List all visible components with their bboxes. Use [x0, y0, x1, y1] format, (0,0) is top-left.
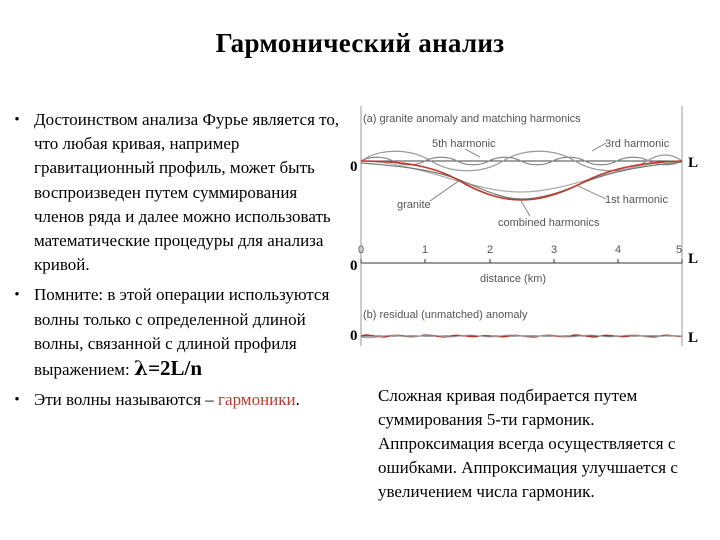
- bullet-item-wavelength: [0, 283, 345, 382]
- bullet-list: [0, 108, 345, 418]
- bullet-text: Помните: в этой операции используются волны только с определенной длиной волны, связанной с длиной профиля выражением:: [34, 285, 330, 380]
- panel-b-zero: 0: [350, 328, 358, 344]
- tick-label: 0: [358, 244, 365, 256]
- axis-ticks: [358, 244, 682, 263]
- tick-label: 5: [676, 244, 683, 256]
- bullet-item-fourier: [0, 108, 345, 277]
- axis-L: L: [688, 251, 699, 267]
- bullet-item-harmonics: [0, 388, 345, 412]
- bullet-marker: •: [14, 392, 20, 409]
- panel-b-label: (b) residual (unmatched) anomaly: [363, 309, 528, 321]
- harmonics-term: гармоники: [218, 390, 296, 410]
- tick-label: 3: [551, 244, 558, 256]
- axis-zero: 0: [350, 258, 358, 274]
- first-harmonic-label: 1st harmonic: [605, 194, 668, 206]
- panel-a-L: L: [688, 155, 699, 171]
- panel-a-zero: 0: [350, 159, 358, 175]
- figure-caption: Сложная кривая подбирается путем суммирования 5-ти гармоник. Аппроксимация всегда осуществляется с ошибками. Аппроксимация улучшается с увеличением числа гармоник.: [378, 386, 678, 501]
- panel-b-L: L: [688, 330, 699, 346]
- slide-title: Гармонический анализ: [215, 28, 505, 58]
- bullet-marker: •: [14, 112, 20, 128]
- wavelength-formula: [134, 356, 202, 380]
- tick-label: 4: [615, 244, 622, 256]
- third-harmonic-leader: [592, 143, 606, 151]
- tick-label: 1: [422, 244, 429, 256]
- third-harmonic-label: 3rd harmonic: [605, 138, 670, 150]
- bullet-marker: •: [14, 287, 20, 304]
- granite-leader: [430, 180, 460, 201]
- first-harmonic-leader: [578, 186, 606, 199]
- tick-label: 2: [487, 244, 494, 256]
- bullet-text: Эти волны называются –: [34, 390, 214, 410]
- bullet-end: .: [295, 390, 300, 410]
- combined-harmonics-label: combined harmonics: [498, 217, 600, 229]
- panel-a-label: (a) granite anomaly and matching harmonics: [363, 113, 581, 125]
- fifth-harmonic-label: 5th harmonic: [432, 138, 496, 150]
- distance-axis-title: distance (km): [480, 273, 547, 285]
- bullet-text: Достоинством анализа Фурье является то, что любая кривая, например гравитационный профиль, может быть воспроизведен путем суммирования членов ряда и далее можно использовать математические процедуры для анализа кривой.: [34, 110, 340, 275]
- granite-label: granite: [397, 199, 431, 211]
- lambda-symbol: λ: [134, 356, 149, 381]
- combined-harmonics-leader: [521, 201, 530, 216]
- harmonic-figure: [340, 100, 710, 360]
- fifth-harmonic-leader: [465, 149, 480, 157]
- formula-expression: =2L/n: [148, 356, 203, 381]
